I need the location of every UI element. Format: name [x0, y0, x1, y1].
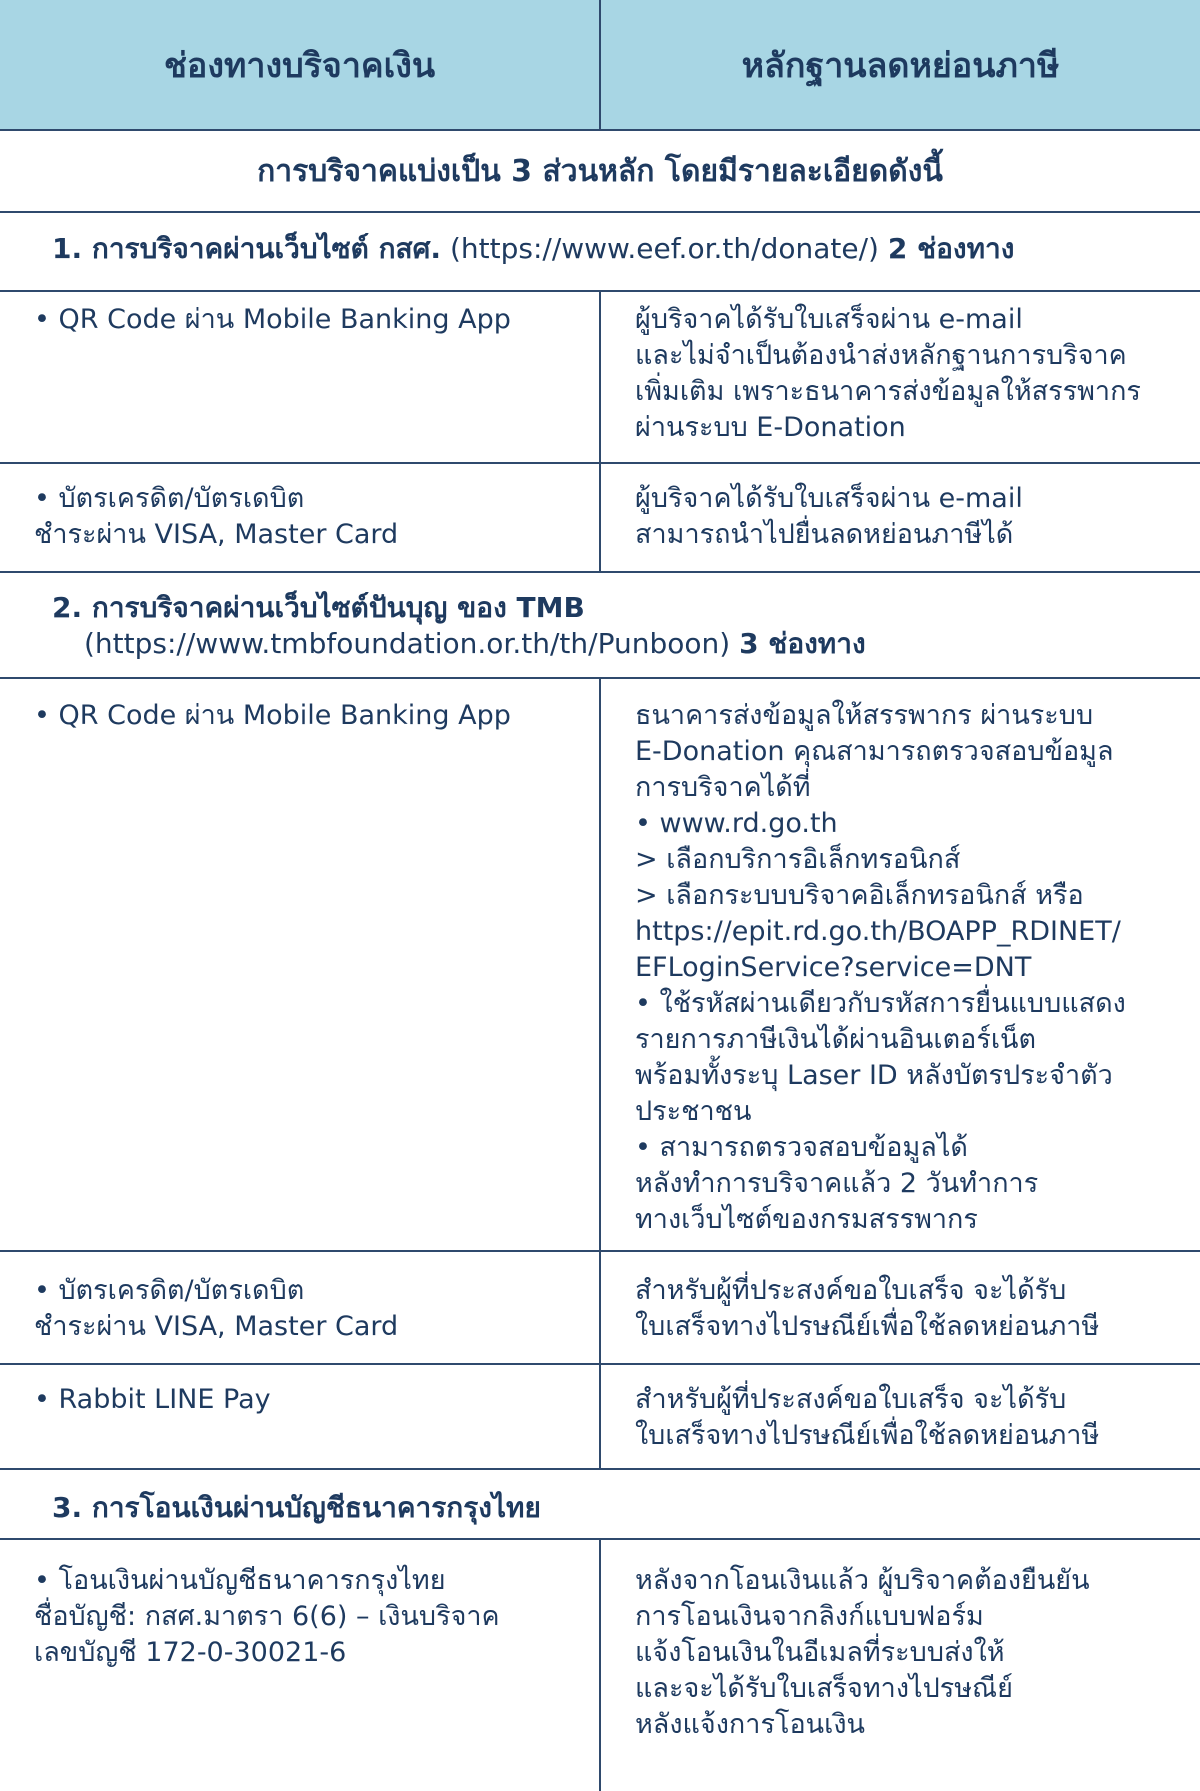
table-row-2-1-evidence: ธนาคารส่งข้อมูลให้สรรพากร ผ่านระบบ E-Donation คุณสามารถตรวจสอบข้อมูล การบริจาคได้ที่ • www.rd.go.th > เลือกบริการอิเล็กทรอนิกส์ > เลือกระบบบริจาคอิเล็กทรอนิกส์ หรือ https://epit.rd.go.th/BOAPP_RDINET/ EFLoginService?service=DNT • ใช้รหัสผ่านเดียวกับรหัสการยื่นแบบแสดง รายการภาษีเงินได้ผ่านอินเตอร์เน็ต พร้อมทั้งระบุ Laser ID หลังบัตรประจำตัว ประชาชน • สามารถตรวจสอบข้อมูลได้ หลังทำการบริจาคแล้ว 2 วันทำการ ทางเว็บไซต์ของกรมสรรพากร [635, 700, 1126, 1235]
table-row-2-2-channel: • บัตรเครดิต/บัตรเดบิต ชำระผ่าน VISA, Master Card [34, 1275, 399, 1342]
table-row-1-2-evidence: ผู้บริจาคได้รับใบเสร็จผ่าน e-mail สามารถนำไปยื่นลดหย่อนภาษีได้ [635, 483, 1023, 550]
section-2-title [52, 590, 866, 662]
section-1-url: (https://www.eef.or.th/donate/) [441, 232, 888, 265]
section-1-title [52, 231, 1014, 267]
section-1-count: 2 ช่องทาง [887, 232, 1015, 265]
divider [0, 211, 1200, 213]
section-2-title-bold: 2. การบริจาคผ่านเว็บไซต์ปันบุญ ของ TMB [52, 591, 585, 624]
row-divider [0, 1250, 1200, 1252]
section-2-url: (https://www.tmbfoundation.or.th/th/Punboon) [84, 627, 740, 660]
table-row-1-1-channel: • QR Code ผ่าน Mobile Banking App [34, 304, 511, 335]
section-1-title-bold: 1. การบริจาคผ่านเว็บไซต์ กสศ. [52, 232, 442, 265]
column-divider [599, 679, 601, 1470]
divider [0, 1468, 1200, 1470]
table-row-1-2-channel: • บัตรเครดิต/บัตรเดบิต ชำระผ่าน VISA, Master Card [34, 483, 399, 550]
intro-text: การบริจาคแบ่งเป็น 3 ส่วนหลัก โดยมีรายละเอียดดังนี้ [257, 153, 943, 189]
table-row-2-1-channel: • QR Code ผ่าน Mobile Banking App [34, 700, 511, 731]
column-divider [599, 1540, 601, 1791]
table-row-3-1-evidence: หลังจากโอนเงินแล้ว ผู้บริจาคต้องยืนยัน การโอนเงินจากลิงก์แบบฟอร์ม แจ้งโอนเงินในอีเมลที่ระบบส่งให้ และจะได้รับใบเสร็จทางไปรษณีย์ หลังแจ้งการโอนเงิน [635, 1565, 1090, 1740]
header-divider [599, 0, 601, 131]
section-3-title: 3. การโอนเงินผ่านบัญชีธนาคารกรุงไทย [52, 1491, 541, 1524]
divider [0, 571, 1200, 573]
table-row-3-1-channel: • โอนเงินผ่านบัญชีธนาคารกรุงไทย ชื่อบัญชี: กสศ.มาตรา 6(6) – เงินบริจาค เลขบัญชี 172-0-30021-6 [34, 1565, 500, 1668]
section-2-count: 3 ช่องทาง [739, 627, 866, 660]
row-divider [0, 1363, 1200, 1365]
header-channel: ช่องทางบริจาคเงิน [163, 45, 436, 86]
table-row-1-1-evidence: ผู้บริจาคได้รับใบเสร็จผ่าน e-mail และไม่จำเป็นต้องนำส่งหลักฐานการบริจาค เพิ่มเติม เพราะธนาคารส่งข้อมูลให้สรรพากร ผ่านระบบ E-Donation [635, 304, 1141, 443]
table-row-2-2-evidence: สำหรับผู้ที่ประสงค์ขอใบเสร็จ จะได้รับ ใบเสร็จทางไปรษณีย์เพื่อใช้ลดหย่อนภาษี [635, 1275, 1100, 1342]
table-row-2-3-evidence: สำหรับผู้ที่ประสงค์ขอใบเสร็จ จะได้รับ ใบเสร็จทางไปรษณีย์เพื่อใช้ลดหย่อนภาษี [635, 1384, 1100, 1451]
row-divider [0, 462, 1200, 464]
header-evidence: หลักฐานลดหย่อนภาษี [741, 45, 1060, 86]
column-divider [599, 292, 601, 573]
table-row-2-3-channel: • Rabbit LINE Pay [34, 1384, 271, 1415]
